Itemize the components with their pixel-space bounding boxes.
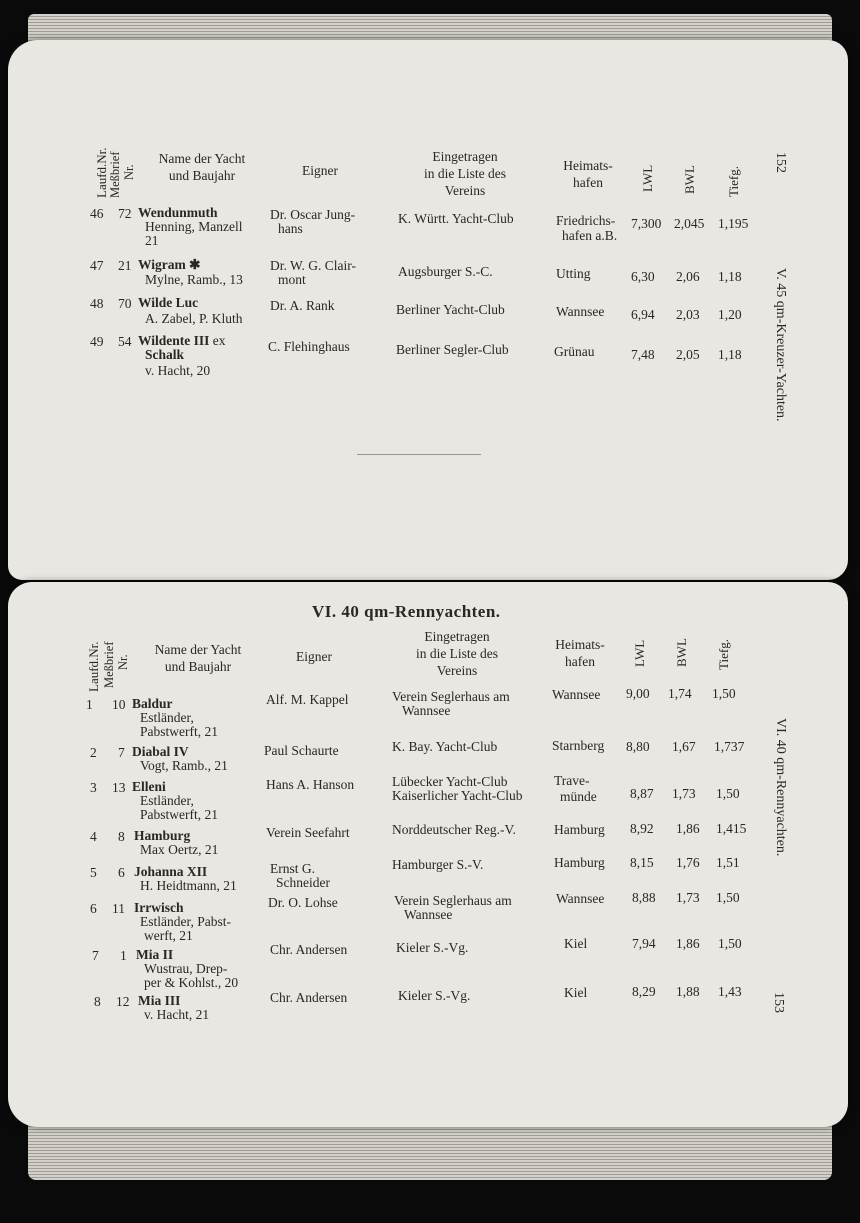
verein: K. Württ. Yacht-Club [398,211,514,226]
tiefg-value: 1,737 [714,739,745,754]
hafen: Utting [556,266,591,281]
header-hafen [556,157,620,191]
tiefg-value: 1,50 [712,686,736,701]
header-verein [392,628,522,679]
builder-cont: Pabstwerft, 21 [140,724,218,739]
header-tiefg: Tiefg. [716,639,731,670]
eigner: Dr. W. G. Clair- [270,258,356,273]
eigner: Ernst G. [270,861,315,876]
row-mb: 13 [112,780,126,795]
eigner: Dr. O. Lohse [268,895,338,910]
yacht-name: Hamburg [134,828,191,843]
bwl-value: 1,73 [676,890,700,905]
lwl-value: 8,92 [630,821,654,836]
lwl-value: 8,29 [632,984,656,999]
builder: Henning, Manzell [145,219,243,234]
lwl-value: 9,00 [626,686,650,701]
bwl-value: 2,045 [674,216,705,231]
builder: v. Hacht, 20 [145,363,211,378]
row-nr: 1 [86,697,93,712]
header-hafen [548,636,612,670]
header-name-l1: Name der Yacht [158,151,246,166]
section-title: VI. 40 qm-Rennyachten. [312,602,501,621]
eigner-cont: hans [278,221,303,236]
row-mb: 12 [116,994,130,1009]
row-mb: 1 [120,948,127,963]
tiefg-value: 1,415 [716,821,747,836]
header-bwl: BWL [682,165,697,194]
row-nr: 6 [90,901,97,916]
lwl-value: 8,87 [630,786,654,801]
hafen: Hamburg [554,822,605,837]
section-divider [357,454,481,455]
bwl-value: 1,86 [676,936,700,951]
builder: Estländer, [140,793,194,808]
row-mb: 7 [118,745,125,760]
header-name-l1: Name der Yacht [154,642,242,657]
verein: Hamburger S.-V. [392,857,484,872]
bwl-value: 1,74 [668,686,692,701]
row-nr: 46 [90,206,104,221]
bwl-value: 1,73 [672,786,696,801]
yacht-name: Mia II [136,947,174,962]
row-mb: 70 [118,296,132,311]
hafen: Friedrichs- [556,213,616,228]
builder: Vogt, Ramb., 21 [140,758,228,773]
bwl-value: 1,76 [676,855,700,870]
header-hafen-l1: Heimats- [555,637,605,652]
header-name [136,641,260,675]
yacht-name-main: Wildente III [138,333,210,348]
page-edges-top [28,14,832,42]
eigner: Chr. Andersen [270,990,348,1005]
header-verein-l3: Vereins [444,183,486,198]
tiefg-value: 1,195 [718,216,749,231]
header-lwl: LWL [632,639,647,667]
verein: Berliner Yacht-Club [396,302,505,317]
side-title-45qm: V. 45 qm-Kreuzer-Yachten. [773,268,788,422]
hafen: Starnberg [552,738,605,753]
verein: Berliner Segler-Club [396,342,509,357]
side-title-40qm: VI. 40 qm-Rennyachten. [773,718,788,857]
builder: A. Zabel, P. Kluth [145,311,243,326]
lwl-value: 6,94 [631,307,655,322]
lwl-value: 7,48 [631,347,655,362]
hafen: Wannsee [556,304,605,319]
yacht-name: Irrwisch [134,900,184,915]
header-verein [400,148,530,199]
builder: Estländer, Pabst- [140,914,231,929]
page-number-153: 153 [771,992,786,1013]
row-nr: 8 [94,994,101,1009]
page-number-152: 152 [773,152,788,173]
builder: H. Heidtmann, 21 [140,878,237,893]
header-bwl: BWL [674,638,689,667]
row-nr: 49 [90,334,104,349]
row-nr: 7 [92,948,99,963]
verein: Verein Seglerhaus am [394,893,512,908]
yacht-name: Johanna XII [134,864,208,879]
verein-cont: Kaiserlicher Yacht-Club [392,788,523,803]
row-nr: 4 [90,829,97,844]
bwl-value: 2,06 [676,269,700,284]
yacht-name: Baldur [132,696,173,711]
bwl-value: 1,86 [676,821,700,836]
bwl-value: 1,88 [676,984,700,999]
header-messbrief-nr: Nr. [116,654,130,670]
tiefg-value: 1,51 [716,855,740,870]
row-nr: 3 [90,780,97,795]
tiefg-value: 1,50 [716,890,740,905]
tiefg-value: 1,18 [718,347,742,362]
yacht-former-name: Schalk [145,347,185,362]
row-mb: 10 [112,697,126,712]
header-messbrief-nr: Nr. [122,164,136,180]
row-mb: 6 [118,865,125,880]
builder: Wustrau, Drep- [144,961,228,976]
verein-cont: Wannsee [404,907,453,922]
builder-cont: per & Kohlst., 20 [144,975,239,990]
eigner: Dr. Oscar Jung- [270,207,356,222]
header-eigner: Eigner [296,649,332,664]
builder: Mylne, Ramb., 13 [145,272,243,287]
eigner: C. Flehinghaus [268,339,350,354]
yacht-name: Wendunmuth [138,205,218,220]
lwl-value: 8,15 [630,855,654,870]
hafen-cont: münde [560,789,597,804]
yacht-name-suffix: ex [209,333,226,348]
header-verein-l3: Vereins [436,663,478,678]
row-mb: 21 [118,258,132,273]
lwl-value: 7,94 [632,936,656,951]
row-mb: 54 [118,334,132,349]
row-mb: 72 [118,206,132,221]
eigner: Alf. M. Kappel [266,692,349,707]
header-tiefg: Tiefg. [726,166,741,197]
tiefg-value: 1,20 [718,307,742,322]
yacht-name: Wilde Luc [138,295,199,310]
verein-cont: Wannsee [402,703,451,718]
hafen: Trave- [554,773,590,788]
tiefg-value: 1,50 [716,786,740,801]
header-messbrief: Meßbrief [102,641,116,688]
builder: Estländer, [140,710,194,725]
builder: Max Oertz, 21 [140,842,219,857]
eigner: Chr. Andersen [270,942,348,957]
row-nr: 5 [90,865,97,880]
header-name-l2: und Baujahr [168,168,236,183]
eigner: Dr. A. Rank [270,298,335,313]
verein: Kieler S.-Vg. [398,988,471,1003]
bwl-value: 2,03 [676,307,700,322]
page-edges-bottom [28,1124,832,1180]
row-nr: 2 [90,745,97,760]
hafen: Kiel [564,985,588,1000]
hafen: Grünau [554,344,595,359]
eigner-cont: Schneider [276,875,330,890]
verein: Augsburger S.-C. [398,264,493,279]
header-lwl: LWL [640,164,655,192]
builder: v. Hacht, 21 [144,1007,210,1022]
hafen: Hamburg [554,855,605,870]
tiefg-value: 1,50 [718,936,742,951]
yacht-name: Diabal IV [132,744,189,759]
row-mb: 8 [118,829,125,844]
header-name [140,150,264,184]
header-verein-l2: in die Liste des [423,166,507,181]
builder-year: 21 [145,233,159,248]
tiefg-value: 1,43 [718,984,742,999]
eigner-cont: mont [278,272,306,287]
row-nr: 48 [90,296,104,311]
lwl-value: 7,300 [631,216,662,231]
row-nr: 47 [90,258,104,273]
header-laufd-nr: Laufd.Nr. [86,641,101,692]
yacht-name: Wigram ✱ [138,257,201,272]
header-verein-l2: in die Liste des [415,646,499,661]
header-laufd-nr: Laufd.Nr. [94,147,109,198]
hafen: Wannsee [556,891,605,906]
lwl-value: 8,80 [626,739,650,754]
eigner: Paul Schaurte [264,743,339,758]
hafen-cont: hafen a.B. [562,228,618,243]
bwl-value: 1,67 [672,739,696,754]
tiefg-value: 1,18 [718,269,742,284]
row-mb: 11 [112,901,125,916]
header-eigner: Eigner [302,163,338,178]
hafen: Wannsee [552,687,601,702]
header-verein-l1: Eingetragen [424,629,490,644]
verein: Kieler S.-Vg. [396,940,469,955]
eigner: Verein Seefahrt [266,825,350,840]
header-hafen-l1: Heimats- [563,158,613,173]
bwl-value: 2,05 [676,347,700,362]
yacht-name: Elleni [132,779,166,794]
header-messbrief: Meßbrief [108,151,122,198]
header-name-l2: und Baujahr [164,659,232,674]
verein: K. Bay. Yacht-Club [392,739,498,754]
verein: Norddeutscher Reg.-V. [392,822,516,837]
header-verein-l1: Eingetragen [432,149,498,164]
header-hafen-l2: hafen [565,654,595,669]
hafen: Kiel [564,936,588,951]
eigner: Hans A. Hanson [266,777,355,792]
lwl-value: 8,88 [632,890,656,905]
header-hafen-l2: hafen [573,175,603,190]
builder-cont: Pabstwerft, 21 [140,807,218,822]
lwl-value: 6,30 [631,269,655,284]
builder-cont: werft, 21 [144,928,193,943]
yacht-name: Mia III [138,993,181,1008]
verein: Lübecker Yacht-Club [392,774,508,789]
verein: Verein Seglerhaus am [392,689,510,704]
